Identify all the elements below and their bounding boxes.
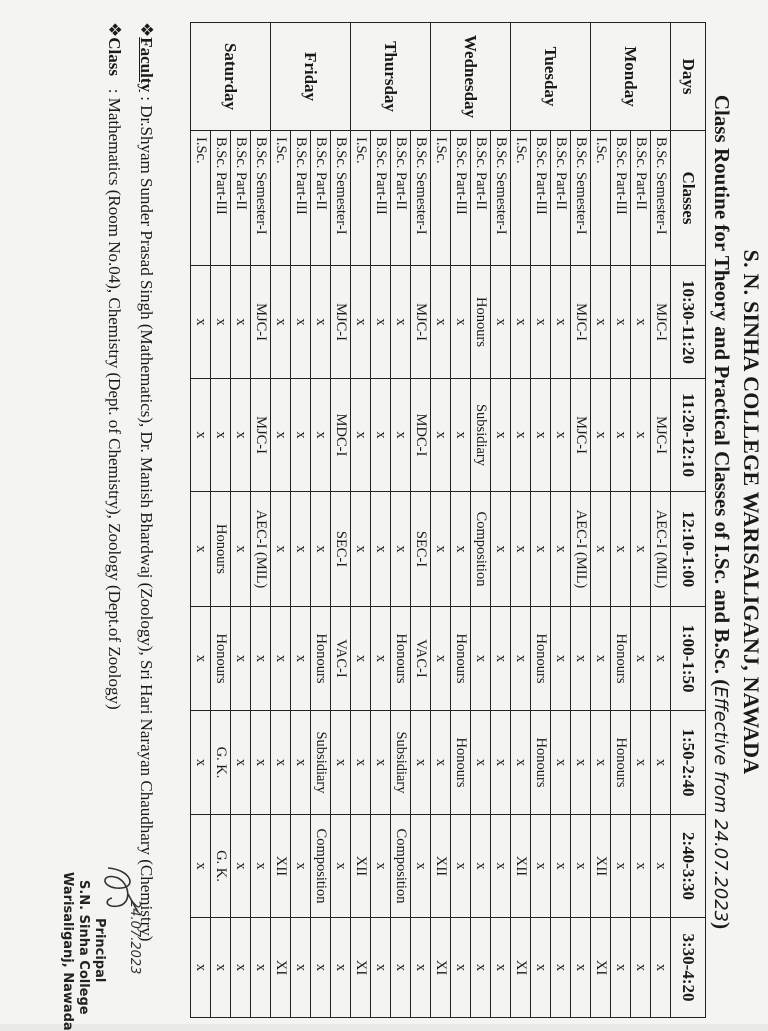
slot-cell: x [551,379,571,492]
stamp-line-3: Warisaliganj, Nawada [60,872,75,1031]
class-cell: I.Sc. [431,131,451,266]
slot-cell: x [371,379,391,492]
slot-cell: G. K. [211,711,231,815]
slot-cell: x [591,607,611,711]
slot-cell: x [631,815,651,918]
faculty-label: Faculty [137,37,156,93]
class-cell: B.Sc. Semester-I [491,131,511,266]
slot-cell: x [291,607,311,711]
slot-cell: x [531,492,551,607]
slot-cell: AEC-I (MIL) [651,492,671,607]
slot-cell: x [491,815,511,918]
slot-cell: x [611,379,631,492]
slot-cell: MJC-I [571,379,591,492]
routine-title [709,0,734,1024]
slot-cell: Composition [311,815,331,918]
slot-cell: MJC-I [411,266,431,379]
slot-cell: x [571,711,591,815]
slot-cell: Honours [391,607,411,711]
slot-cell: x [191,607,211,711]
day-cell: Thursday [351,23,431,131]
header-slot-7: 3:30-4:20 [671,918,706,1018]
slot-cell: x [611,918,631,1018]
slot-cell: x [331,918,351,1018]
class-label: Class [105,37,124,76]
slot-cell: x [371,266,391,379]
slot-cell: x [231,711,251,815]
class-cell: B.Sc. Part-III [371,131,391,266]
slot-cell: Composition [471,492,491,607]
slot-cell: x [491,266,511,379]
slot-cell: x [471,918,491,1018]
signature-date: 24.07.2023 [127,900,142,975]
slot-cell: x [631,266,651,379]
slot-cell: x [651,918,671,1018]
class-cell: B.Sc. Part-III [211,131,231,266]
class-cell: B.Sc. Semester-I [251,131,271,266]
table-row [451,23,471,1018]
slot-cell: x [491,607,511,711]
slot-cell: Honours [471,266,491,379]
slot-cell: x [511,492,531,607]
table-row [531,23,551,1018]
slot-cell: x [311,266,331,379]
slot-cell: x [351,379,371,492]
slot-cell: x [511,607,531,711]
slot-cell: Honours [311,607,331,711]
slot-cell: x [271,379,291,492]
stamp-line-1: Principal [92,918,107,983]
slot-cell: x [391,492,411,607]
slot-cell: XII [351,815,371,918]
slot-cell: XII [591,815,611,918]
table-row [551,23,571,1018]
slot-cell: x [211,379,231,492]
class-cell: I.Sc. [511,131,531,266]
slot-cell: Honours [531,711,551,815]
table-row [251,23,271,1018]
slot-cell: Honours [211,492,231,607]
class-cell: I.Sc. [271,131,291,266]
class-cell: B.Sc. Semester-I [331,131,351,266]
slot-cell: Honours [451,711,471,815]
slot-cell: x [551,607,571,711]
day-cell: Saturday [191,23,271,131]
table-row [471,23,491,1018]
slot-cell: x [371,711,391,815]
slot-cell: Honours [611,607,631,711]
slot-cell: x [251,815,271,918]
slot-cell: x [391,379,411,492]
slot-cell: x [351,492,371,607]
slot-cell: x [511,711,531,815]
slot-cell: x [291,379,311,492]
slot-cell: x [371,492,391,607]
class-cell: B.Sc. Part-II [551,131,571,266]
header-row [671,23,706,1018]
class-cell: B.Sc. Part-III [611,131,631,266]
slot-cell: x [491,379,511,492]
slot-cell: MDC-I [331,379,351,492]
slot-cell: x [531,918,551,1018]
college-title: S. N. SINHA COLLEGE WARISALIGANJ, NAWADA [739,249,764,775]
slot-cell: x [471,815,491,918]
slot-cell: x [231,492,251,607]
slot-cell: XI [431,918,451,1018]
header-slot-2: 11:20-12:10 [671,379,706,492]
slot-cell: x [411,918,431,1018]
slot-cell: x [471,607,491,711]
slot-cell: Honours [611,711,631,815]
day-cell: Wednesday [431,23,511,131]
slot-cell: x [471,711,491,815]
slot-cell: MJC-I [651,379,671,492]
slot-cell: x [451,815,471,918]
slot-cell: Subsidiary [391,711,411,815]
slot-cell: AEC-I (MIL) [251,492,271,607]
slot-cell: x [551,711,571,815]
slot-cell: x [631,918,651,1018]
header-slot-4: 1:00-1:50 [671,607,706,711]
slot-cell: x [191,266,211,379]
slot-cell: x [551,815,571,918]
slot-cell: x [491,492,511,607]
slot-cell: x [611,266,631,379]
slot-cell: Honours [211,607,231,711]
class-cell: B.Sc. Part-II [231,131,251,266]
slot-cell: x [271,492,291,607]
slot-cell: Subsidiary [311,711,331,815]
slot-cell: x [591,266,611,379]
slot-cell: x [531,379,551,492]
slot-cell: G. K. [211,815,231,918]
class-cell: I.Sc. [191,131,211,266]
slot-cell: x [531,815,551,918]
header-days: Days [671,23,706,131]
slot-cell: VAC-I [331,607,351,711]
table-row [571,23,591,1018]
slot-cell: x [511,266,531,379]
slot-cell: x [551,266,571,379]
slot-cell: x [491,711,511,815]
table-row [411,23,431,1018]
slot-cell: XII [271,815,291,918]
slot-cell: x [311,379,331,492]
table-row [591,23,611,1018]
slot-cell: x [571,815,591,918]
slot-cell: x [211,918,231,1018]
table-row [291,23,311,1018]
slot-cell: x [611,492,631,607]
slot-cell: x [551,492,571,607]
slot-cell: x [391,918,411,1018]
slot-cell: x [291,711,311,815]
table-row [491,23,511,1018]
slot-cell: x [571,607,591,711]
slot-cell: x [291,918,311,1018]
table-row [391,23,411,1018]
table-row [631,23,651,1018]
slot-cell: x [371,815,391,918]
slot-cell: x [311,918,331,1018]
header-slot-5: 1:50-2:40 [671,711,706,815]
slot-cell: Subsidiary [471,379,491,492]
class-cell: B.Sc. Part-II [471,131,491,266]
slot-cell: x [631,607,651,711]
effective-date-handwritten: Effective from 24.07.2023 [710,686,731,923]
slot-cell: x [451,492,471,607]
slot-cell: x [291,266,311,379]
slot-cell: x [371,918,391,1018]
slot-cell: x [331,815,351,918]
slot-cell: x [491,918,511,1018]
slot-cell: x [291,492,311,607]
slot-cell: x [271,711,291,815]
slot-cell: x [231,815,251,918]
slot-cell: Honours [531,607,551,711]
slot-cell: x [251,607,271,711]
header-slot-1: 10:30-11:20 [671,266,706,379]
routine-body [191,23,671,1018]
table-row [231,23,251,1018]
table-row [611,23,631,1018]
table-row [371,23,391,1018]
class-cell: B.Sc. Part-III [451,131,471,266]
class-cell: B.Sc. Semester-I [411,131,431,266]
slot-cell: x [251,711,271,815]
slot-cell: x [331,711,351,815]
slot-cell: x [631,711,651,815]
stamp-line-2: S.N. Sinha College [76,880,91,1015]
slot-cell: x [511,379,531,492]
table-row [271,23,291,1018]
routine-table [190,22,706,1018]
class-cell: B.Sc. Part-II [631,131,651,266]
slot-cell: x [191,379,211,492]
class-cell: B.Sc. Part-III [531,131,551,266]
slot-cell: MJC-I [251,266,271,379]
header-slot-6: 2:40-3:30 [671,815,706,918]
slot-cell: XII [431,815,451,918]
slot-cell: x [631,492,651,607]
slot-cell: x [431,607,451,711]
slot-cell: x [391,266,411,379]
slot-cell: XI [591,918,611,1018]
slot-cell: x [231,379,251,492]
slot-cell: x [271,266,291,379]
slot-cell: x [231,918,251,1018]
class-cell: B.Sc. Part-II [311,131,331,266]
day-cell: Monday [591,23,671,131]
slot-cell: x [651,815,671,918]
slot-cell: x [191,711,211,815]
slot-cell: x [351,607,371,711]
slot-cell: x [431,379,451,492]
class-text: : Mathematics (Room No.04), Chemistry (Dept. of Chemistry), Zoology (Dept.of Zoology) [105,88,124,710]
faculty-line: ❖Faculty : Dr.Shyam Sunder Prasad Singh (Mathematics), Dr. Manish Bhardwaj (Zoology), Sri Hari Narayan Chaudhary (Chemistry) [137,22,156,942]
slot-cell: MJC-I [651,266,671,379]
class-cell: B.Sc. Part-II [391,131,411,266]
slot-cell: Honours [451,607,471,711]
class-cell: I.Sc. [591,131,611,266]
slot-cell: x [191,918,211,1018]
table-row [211,23,231,1018]
slot-cell: SEC-I [411,492,431,607]
table-row [511,23,531,1018]
slot-cell: x [531,266,551,379]
routine-text: Class Routine for Theory and Practical Classes of I.Sc. and B.Sc. ( [710,94,734,687]
slot-cell: x [611,815,631,918]
slot-cell: x [451,379,471,492]
faculty-text: : Dr.Shyam Sunder Prasad Singh (Mathematics), Dr. Manish Bhardwaj (Zoology), Sri Hari Narayan Chaudhary (Chemistry) [137,96,156,942]
class-line: ❖Class : Mathematics (Room No.04), Chemistry (Dept. of Chemistry), Zoology (Dept.of Zoology) [105,22,124,710]
table-row [191,23,211,1018]
slot-cell: x [431,492,451,607]
slot-cell: Composition [391,815,411,918]
slot-cell: x [371,607,391,711]
slot-cell: x [651,711,671,815]
table-row [331,23,351,1018]
slot-cell: x [211,266,231,379]
slot-cell: x [251,918,271,1018]
slot-cell: x [591,711,611,815]
day-cell: Tuesday [511,23,591,131]
slot-cell: x [451,266,471,379]
header-slot-3: 12:10-1:00 [671,492,706,607]
slot-cell: x [431,711,451,815]
slot-cell: x [651,607,671,711]
slot-cell: XII [511,815,531,918]
slot-cell: XI [351,918,371,1018]
routine-close: ) [710,922,734,930]
slot-cell: x [271,607,291,711]
slot-cell: x [351,266,371,379]
slot-cell: MJC-I [571,266,591,379]
day-cell: Friday [271,23,351,131]
slot-cell: x [231,266,251,379]
class-cell: B.Sc. Part-III [291,131,311,266]
slot-cell: VAC-I [411,607,431,711]
slot-cell: x [191,492,211,607]
slot-cell: x [311,492,331,607]
slot-cell: XI [271,918,291,1018]
slot-cell: x [291,815,311,918]
class-cell: B.Sc. Semester-I [571,131,591,266]
table-row [431,23,451,1018]
header-classes: Classes [671,131,706,266]
slot-cell: XI [511,918,531,1018]
slot-cell: x [591,379,611,492]
slot-cell: MJC-I [331,266,351,379]
table-row [651,23,671,1018]
table-row [311,23,331,1018]
slot-cell: MJC-I [251,379,271,492]
slot-cell: x [351,711,371,815]
slot-cell: x [411,815,431,918]
slot-cell: x [631,379,651,492]
slot-cell: x [571,918,591,1018]
slot-cell: x [591,492,611,607]
slot-cell: x [231,607,251,711]
class-cell: B.Sc. Semester-I [651,131,671,266]
class-cell: I.Sc. [351,131,371,266]
principal-signature-stamp [28,860,148,1031]
slot-cell: x [431,266,451,379]
slot-cell: SEC-I [331,492,351,607]
slot-cell: MDC-I [411,379,431,492]
slot-cell: x [451,918,471,1018]
slot-cell: x [551,918,571,1018]
slot-cell: x [411,711,431,815]
slot-cell: AEC-I (MIL) [571,492,591,607]
slot-cell: x [191,815,211,918]
table-row [351,23,371,1018]
